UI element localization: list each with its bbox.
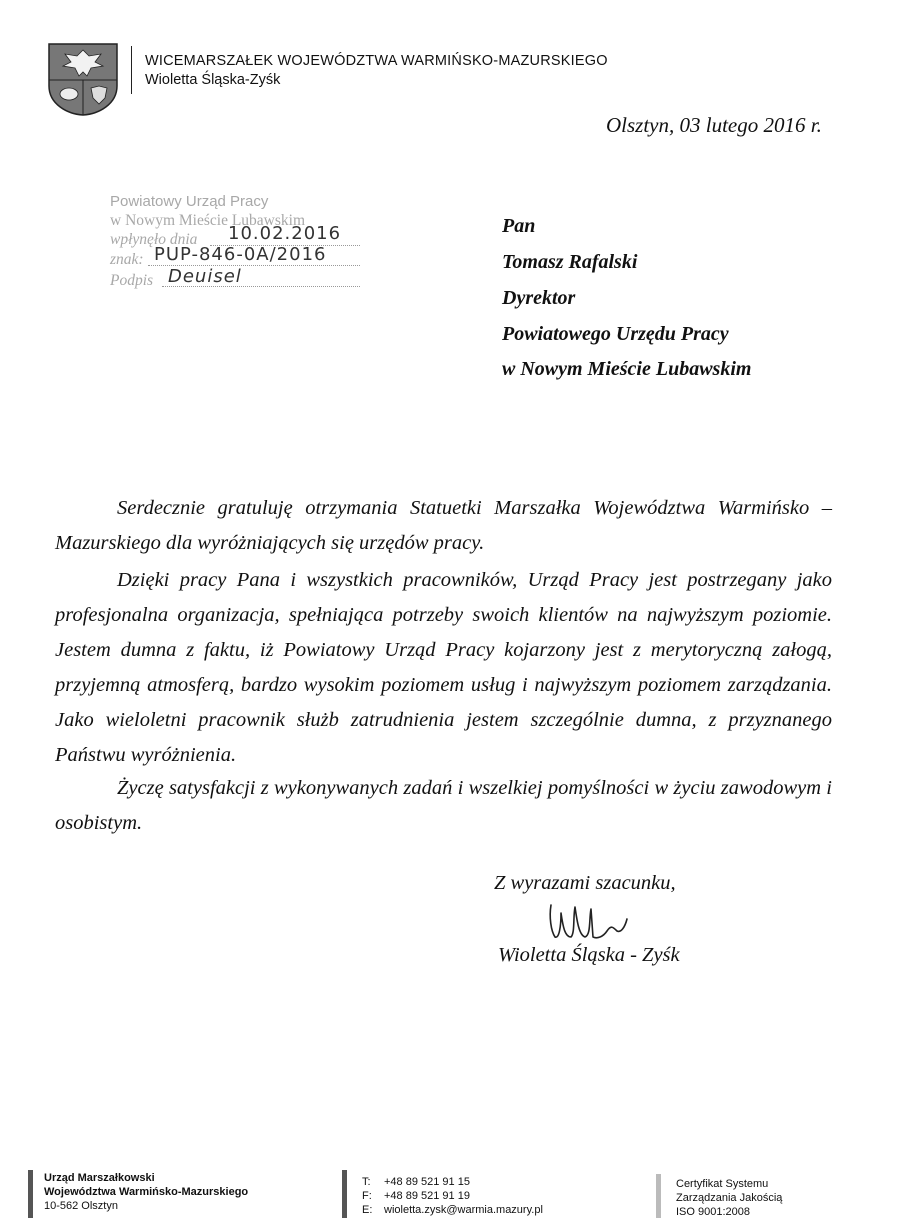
letterhead-person: Wioletta Śląska-Zyśk [145, 72, 281, 88]
addressee-salutation: Pan [502, 215, 536, 237]
letterhead-divider [131, 46, 132, 94]
stamp-ref-label: znak: [110, 251, 144, 268]
footer-cert-line1: Certyfikat Systemu [676, 1178, 769, 1190]
footer-fax-label: F: [362, 1190, 372, 1202]
stamp-sign-label: Podpis [110, 272, 154, 289]
footer-phone: +48 89 521 91 15 [384, 1176, 470, 1188]
footer-org-line3: 10-562 Olsztyn [44, 1200, 118, 1212]
addressee-name: Tomasz Rafalski [502, 251, 638, 273]
footer-bar-left [28, 1170, 33, 1218]
body-paragraph-3: Życzę satysfakcji z wykonywanych zadań i wszelkiej pomyślności w życiu zawodowym i osobistym. [55, 777, 832, 834]
letterhead-title: WICEMARSZAŁEK WOJEWÓDZTWA WARMIŃSKO-MAZURSKIEGO [145, 53, 608, 69]
stamp-received-value: 10.02.2016 [228, 223, 342, 244]
addressee-position: Dyrektor [502, 287, 576, 309]
footer-bar-middle [342, 1170, 347, 1218]
footer-email-label: E: [362, 1204, 373, 1216]
stamp-office: Powiatowy Urząd Pracy [110, 193, 269, 210]
handwritten-signature [545, 897, 635, 947]
stamp-received-label: wpłynęło dnia [110, 231, 198, 248]
footer-cert-line2: Zarządzania Jakością [676, 1192, 783, 1204]
addressee-office: Powiatowego Urzędu Pracy [502, 323, 729, 345]
stamp-city: w Nowym Mieście Lubawskim [110, 212, 306, 229]
stamp-ref-value: PUP-846-0A/2016 [154, 244, 327, 265]
footer-org-line1: Urząd Marszałkowski [44, 1172, 155, 1184]
footer-cert-line3: ISO 9001:2008 [676, 1206, 751, 1218]
addressee-city: w Nowym Mieście Lubawskim [502, 358, 752, 380]
footer-fax: +48 89 521 91 19 [384, 1190, 470, 1202]
stamp-sign-value: Deuisel [168, 266, 242, 287]
received-stamp [110, 193, 380, 293]
body-paragraph-2: Dzięki pracy Pana i wszystkich pracowników, Urząd Pracy jest postrzegany jako profesjonalna organizacja, spełniająca potrzeby swoich klientów na najwyższym poziomie. Jestem dumna z faktu, iż Powiatowy Urząd Pracy kojarzony jest z merytoryczną załogą, przyjemną atmosferą, bardzo wysokim poziomem usług i najwyższym poziomem zarządzania. Jako wieloletni pracownik służb zatrudnienia jestem szczególnie dumna, z przyznanego Państwu wyróżnienia. [55, 569, 832, 766]
place-date: Olsztyn, 03 lutego 2016 r. [606, 113, 822, 137]
closing-greeting: Z wyrazami szacunku, [494, 872, 676, 894]
coat-of-arms-icon [47, 42, 119, 116]
body-paragraph-1: Serdecznie gratuluję otrzymania Statuetki Marszałka Województwa Warmińsko – Mazurskiego dla wyróżniających się urzędów pracy. [55, 497, 832, 554]
footer-email: wioletta.zysk@warmia.mazury.pl [384, 1204, 543, 1216]
footer-phone-label: T: [362, 1176, 371, 1188]
signer-name: Wioletta Śląska - Zyśk [498, 944, 680, 966]
footer-bar-right [656, 1174, 661, 1218]
footer-org-line2: Województwa Warmińsko-Mazurskiego [44, 1186, 249, 1198]
